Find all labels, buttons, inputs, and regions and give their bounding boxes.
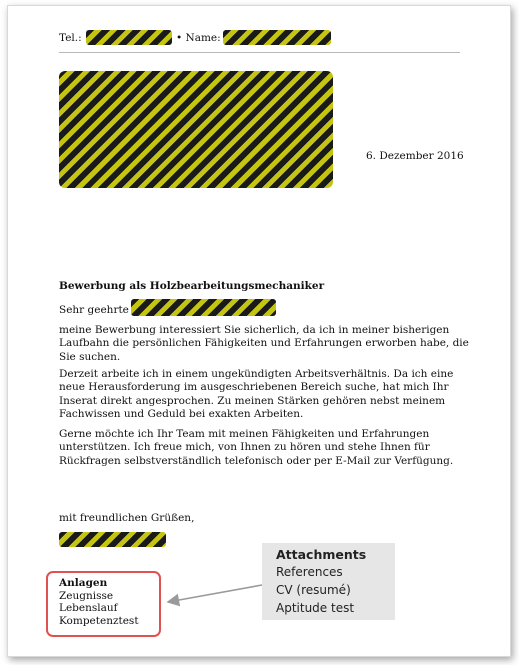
paragraph-line: Laufbahn die persönlichen Fähigkeiten und Erfahrungen erworben habe, die <box>59 337 469 350</box>
callout-item: References <box>276 565 343 579</box>
callout-title: Attachments <box>276 547 367 562</box>
paragraph-line: meine Bewerbung interessiert Sie sicherlich, da ich in meiner bisherigen <box>59 324 450 336</box>
anlagen-title: Anlagen <box>59 577 108 589</box>
paragraph-line: Inserat direkt angesprochen. Zu meinen Stärken gehören nebst meinem <box>59 394 446 407</box>
paragraph-line: Gerne möchte ich Ihr Team mit meinen Fähigkeiten und Erfahrungen <box>59 428 430 440</box>
anlagen-item: Kompetenztest <box>59 614 139 627</box>
paragraph-line: Sie suchen. <box>59 350 121 363</box>
salutation: Sehr geehrte <box>59 304 129 316</box>
name-label: • Name: <box>176 32 221 44</box>
paragraph-line: Derzeit arbeite ich in einem ungekündigten Arbeitsverhältnis. Da ich eine <box>59 368 454 380</box>
anlagen-item: Lebenslauf <box>59 602 118 614</box>
paragraph-line: neue Herausforderung im ausgeschriebenen Bereich suche, hat mich Ihr <box>59 381 449 394</box>
attachments-callout <box>262 543 395 620</box>
paragraph-line: unterstützen. Ich freue mich, von Ihnen zu hören und stehe Ihnen für <box>59 441 430 454</box>
closing: mit freundlichen Grüßen, <box>59 512 195 524</box>
paragraph-line: Fachwissen und Geduld bei exakten Arbeiten. <box>59 407 304 420</box>
letter-date: 6. Dezember 2016 <box>366 150 464 162</box>
paragraph-line: Rückfragen selbstverständlich telefonisch oder per E-Mail zur Verfügung. <box>59 454 454 467</box>
callout-item: CV (resumé) <box>276 583 351 597</box>
callout-item: Aptitude test <box>276 601 355 615</box>
tel-label: Tel.: <box>59 32 82 44</box>
letter-subject: Bewerbung als Holzbearbeitungsmechaniker <box>59 280 325 292</box>
anlagen-item: Zeugnisse <box>59 589 114 602</box>
